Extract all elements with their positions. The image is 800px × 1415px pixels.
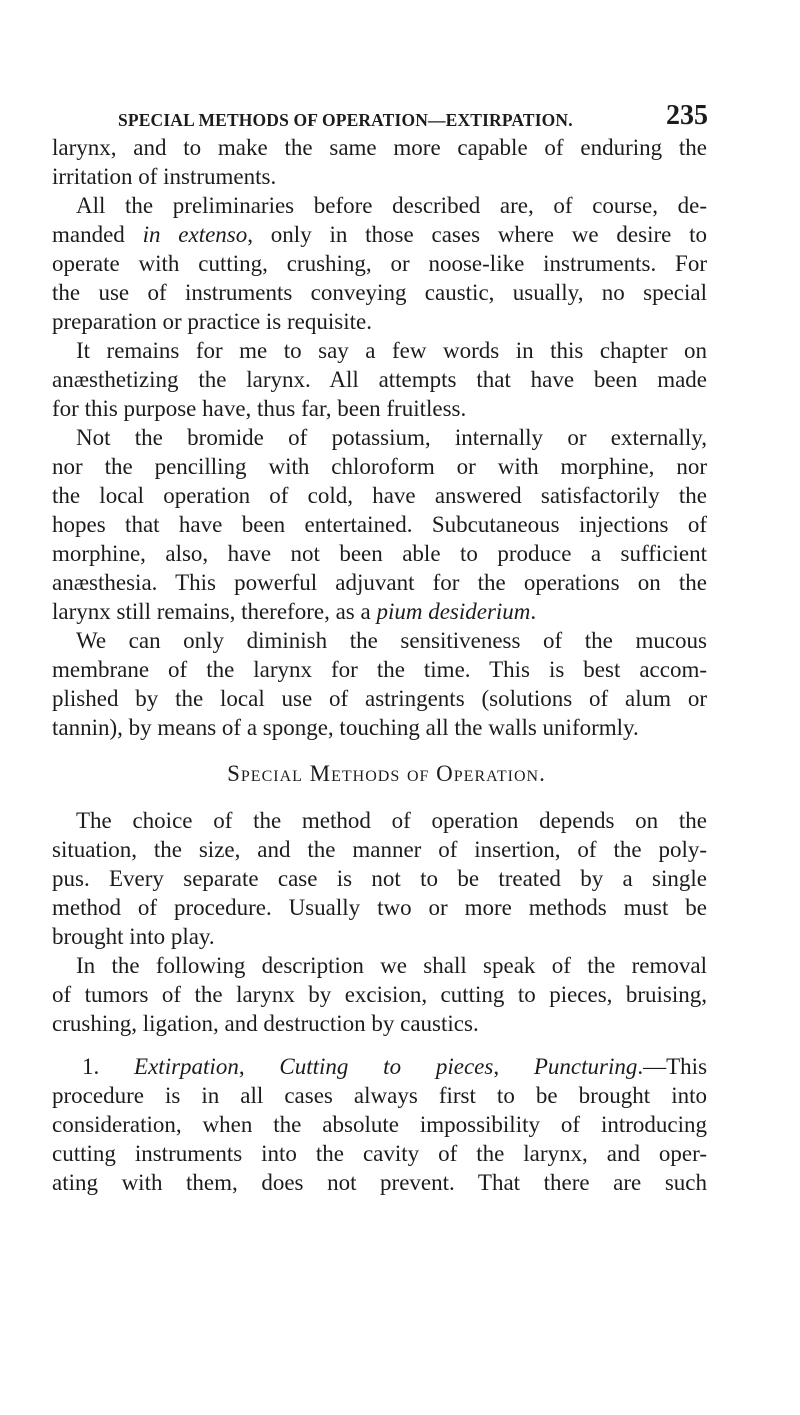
text-line: anæsthesia. This powerful adjuvant for the operations on the xyxy=(52,570,707,595)
page-number: 235 xyxy=(666,100,708,131)
text-line: preparation or practice is requisite. xyxy=(52,309,372,334)
text-line: method of procedure. Usually two or more methods must be xyxy=(52,895,707,920)
text-line: All the preliminaries before described are, of course, de- xyxy=(76,193,707,218)
text-line: situation, the size, and the manner of insertion, of the poly- xyxy=(52,837,707,862)
paragraph-gap xyxy=(52,1038,707,1052)
text-line: the use of instruments conveying caustic, usually, no special xyxy=(52,280,707,305)
italic-phrase: in extenso xyxy=(142,222,248,247)
text-line: operate with cutting, crushing, or noose-like instruments. For xyxy=(52,251,707,276)
text-line: hopes that have been entertained. Subcutaneous injections of xyxy=(52,512,707,537)
running-title: SPECIAL METHODS OF OPERATION—EXTIRPATION. xyxy=(118,110,573,130)
text-line: The choice of the method of operation depends on the xyxy=(76,808,707,833)
italic-phrase: Cutting to pieces xyxy=(279,1054,494,1079)
text-line: for this purpose have, thus far, been fruitless. xyxy=(52,396,467,421)
text-line: In the following description we shall speak of the removal xyxy=(76,953,707,978)
text-line: We can only diminish the sensitiveness of the mucous xyxy=(76,628,707,653)
text-line: 1. Extirpation, Cutting to pieces, Puncturing.—This xyxy=(82,1054,708,1079)
text-line: manded in extenso, only in those cases where we desire to xyxy=(52,222,708,247)
text-line: of tumors of the larynx by excision, cutting to pieces, bruising, xyxy=(52,982,707,1007)
text-line: larynx still remains, therefore, as a pium desiderium. xyxy=(52,599,537,624)
text-line: procedure is in all cases always first to be brought into xyxy=(52,1083,707,1108)
text-line: It remains for me to say a few words in this chapter on xyxy=(76,338,707,363)
text-line: Not the bromide of potassium, internally or externally, xyxy=(76,425,707,450)
text-line: larynx, and to make the same more capable of enduring the xyxy=(52,135,707,160)
section-heading: Special Methods of Operation. xyxy=(227,761,546,786)
text-line: brought into play. xyxy=(52,924,215,949)
italic-phrase: pium desiderium xyxy=(376,599,531,624)
italic-phrase: Extirpation xyxy=(134,1054,239,1079)
text-line: crushing, ligation, and destruction by caustics. xyxy=(52,1011,479,1036)
text-line: the local operation of cold, have answered satisfactorily the xyxy=(52,483,707,508)
text-line: cutting instruments into the cavity of the larynx, and oper- xyxy=(52,1141,707,1166)
text-line: consideration, when the absolute impossibility of introducing xyxy=(52,1112,707,1137)
text-line: nor the pencilling with chloroform or with morphine, nor xyxy=(52,454,707,479)
running-header xyxy=(118,94,708,134)
text-line: pus. Every separate case is not to be treated by a single xyxy=(52,866,707,891)
text-line: anæsthetizing the larynx. All attempts that have been made xyxy=(52,367,707,392)
text-line: irritation of instruments. xyxy=(52,164,277,189)
italic-phrase: Puncturing xyxy=(533,1054,638,1079)
text-line: ating with them, does not prevent. That there are such xyxy=(52,1170,707,1195)
body-text xyxy=(52,133,707,1197)
text-line: membrane of the larynx for the time. This is best accom- xyxy=(52,657,707,682)
text-line: morphine, also, have not been able to produce a sufficient xyxy=(52,541,707,566)
text-line: tannin), by means of a sponge, touching all the walls uniformly. xyxy=(52,715,639,740)
text-line: plished by the local use of astringents (solutions of alum or xyxy=(52,686,707,711)
